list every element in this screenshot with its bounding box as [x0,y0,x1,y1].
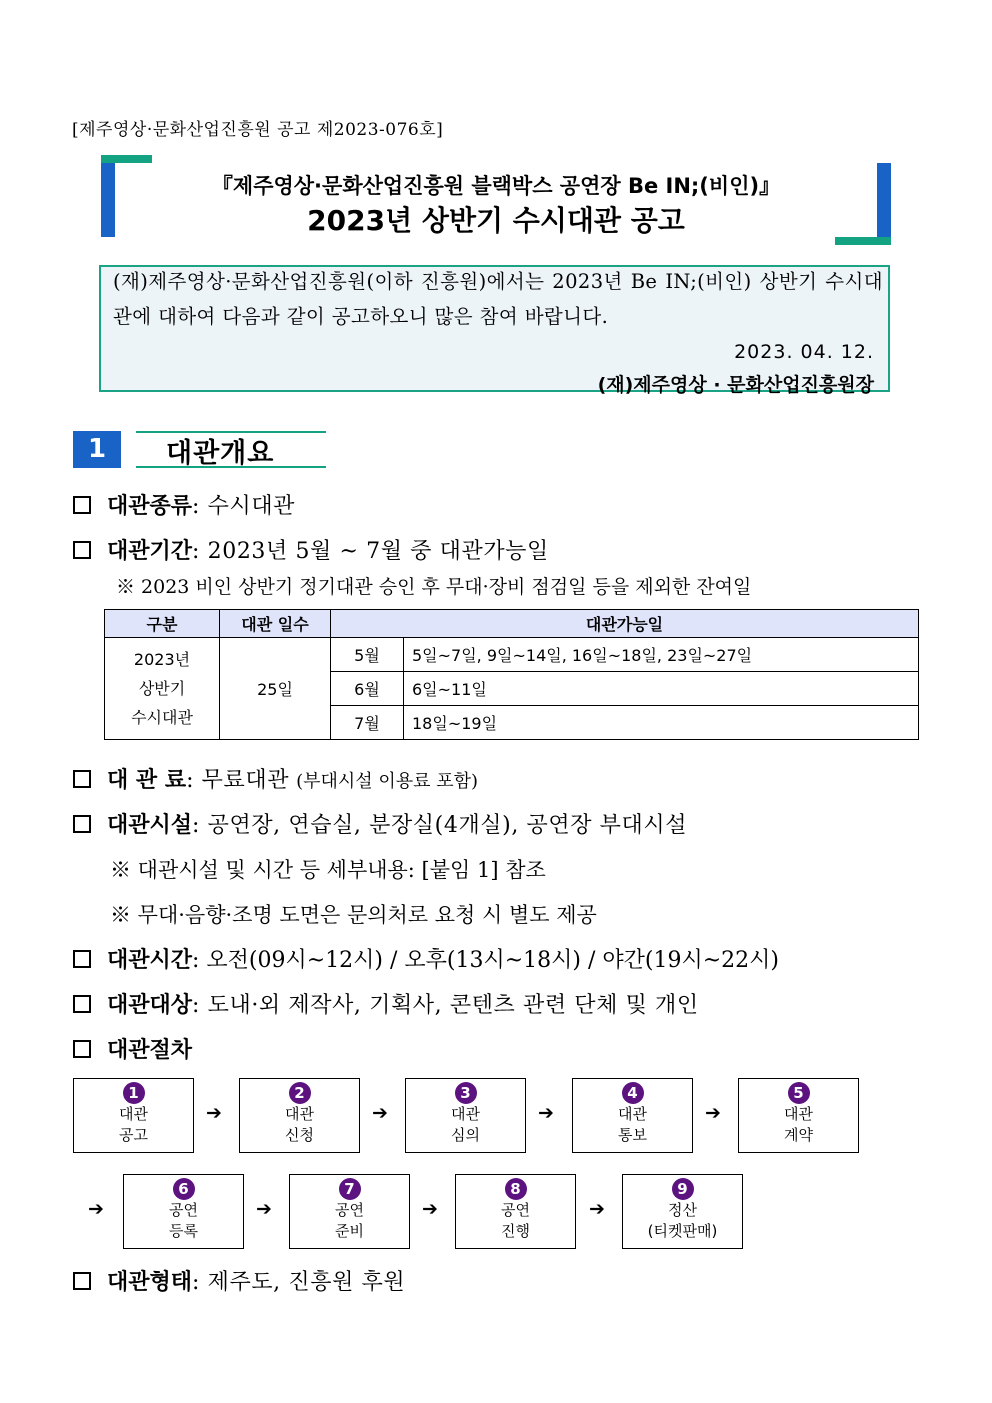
section-title: 대관개요 [166,438,275,469]
procedure-step [123,1174,244,1249]
step-number: 5 [788,1082,810,1104]
item-value: : 2023년 5월 ~ 7월 중 대관가능일 [192,539,549,564]
item-value: : 제주도, 진흥원 후원 [192,1270,406,1295]
item-value: : 도내·외 제작사, 기획사, 콘텐츠 관련 단체 및 개인 [192,993,699,1018]
step-label: 대관 [784,1105,813,1123]
step-label: 준비 [335,1222,364,1240]
table-row [105,638,919,672]
title-bracket-decor [101,155,152,163]
table-cell-month: 5월 [331,638,404,672]
right-arrow-icon: ➔ [372,1102,388,1124]
title-bracket-decor [101,163,115,237]
table-header: 구분 [105,610,220,638]
step-label: 대관 [119,1105,148,1123]
table-cell-days: 25일 [220,638,331,740]
table-cell-month: 7월 [331,706,404,740]
checkbox-icon [73,995,91,1013]
checkbox-icon [73,541,91,559]
step-label: 계약 [784,1126,813,1144]
table-cell-dates: 6일~11일 [404,672,919,706]
item-rental-time [73,943,779,974]
step-label: 등록 [169,1222,198,1240]
step-label: 대관 [451,1105,480,1123]
step-label: 심의 [451,1126,480,1144]
checkbox-icon [73,770,91,788]
step-label: (티켓판매) [647,1222,718,1240]
item-rental-form [73,1265,405,1296]
item-label: 대 관 료 [107,767,187,793]
right-arrow-icon: ➔ [422,1198,438,1220]
table-header: 대관가능일 [331,610,919,638]
right-arrow-icon: ➔ [88,1198,104,1220]
checkbox-icon [73,1272,91,1290]
step-number: 6 [173,1178,195,1200]
procedure-step [622,1174,743,1249]
item-label: 대관형태 [107,1269,193,1295]
step-label: 공연 [335,1201,364,1219]
schedule-table [104,609,919,740]
category-line: 상반기 [138,679,186,698]
facility-note: ※ 대관시설 및 시간 등 세부내용: [붙임 1] 참조 [110,858,546,882]
table-cell-dates: 18일~19일 [404,706,919,740]
table-cell-category [105,638,220,740]
item-rental-type [73,489,295,520]
step-label: 공고 [119,1126,148,1144]
step-label: 진행 [501,1222,530,1240]
procedure-step [455,1174,576,1249]
document-title: 2023년 상반기 수시대관 공고 [307,204,685,237]
step-number: 1 [123,1082,145,1104]
table-cell-dates: 5일~7일, 9일~14일, 16일~18일, 23일~27일 [404,638,919,672]
item-label: 대관대상 [107,992,193,1018]
step-number: 8 [505,1178,527,1200]
table-header: 대관 일수 [220,610,331,638]
intro-text: (재)제주영상·문화산업진흥원(이하 진흥원)에서는 2023년 Be IN;(비인) 상반기 수시대관에 대하여 다음과 같이 공고하오니 많은 참여 바랍니다. [113,270,883,328]
step-label: 대관 [618,1105,647,1123]
right-arrow-icon: ➔ [589,1198,605,1220]
item-label: 대관종류 [107,493,193,519]
section-number: 1 [73,431,121,468]
table-cell-month: 6월 [331,672,404,706]
procedure-step [289,1174,410,1249]
item-value: : 오전(09시~12시) / 오후(13시~18시) / 야간(19시~22시) [192,948,780,973]
right-arrow-icon: ➔ [538,1102,554,1124]
step-number: 7 [339,1178,361,1200]
right-arrow-icon: ➔ [256,1198,272,1220]
procedure-step [738,1078,859,1153]
procedure-step [239,1078,360,1153]
checkbox-icon [73,1040,91,1058]
step-label: 정산 [668,1201,697,1219]
item-rental-procedure [73,1033,192,1064]
item-rental-period [73,534,549,565]
step-number: 9 [672,1178,694,1200]
procedure-step [405,1078,526,1153]
document-subtitle: 『제주영상·문화산업진흥원 블랙박스 공연장 Be IN;(비인)』 [211,174,781,198]
step-number: 4 [622,1082,644,1104]
title-bracket-decor [877,163,891,237]
step-label: 통보 [618,1126,647,1144]
step-label: 공연 [169,1201,198,1219]
step-label: 신청 [285,1126,314,1144]
item-rental-target [73,988,699,1019]
procedure-step [572,1078,693,1153]
item-label: 대관시설 [107,812,193,838]
intro-date: 2023. 04. 12. [734,341,874,363]
item-value-extra: (부대시설 이용료 포함) [296,771,479,792]
item-value: : 무료대관 [186,768,290,793]
checkbox-icon [73,815,91,833]
item-label: 대관기간 [107,538,193,564]
category-line: 수시대관 [131,708,193,727]
item-rental-fee [73,763,478,794]
checkbox-icon [73,496,91,514]
procedure-step [73,1078,194,1153]
facility-note: ※ 무대·음향·조명 도면은 문의처로 요청 시 별도 제공 [110,903,597,927]
period-note: ※ 2023 비인 상반기 정기대관 승인 후 무대·장비 점검일 등을 제외한 잔여일 [116,576,752,598]
item-label: 대관절차 [107,1037,193,1063]
notice-number: [제주영상·문화산업진흥원 공고 제2023-076호] [72,120,444,140]
item-rental-facilities [73,808,687,839]
item-value: : 수시대관 [192,494,296,519]
intro-organization: (재)제주영상 · 문화산업진흥원장 [597,374,874,396]
step-number: 3 [455,1082,477,1104]
right-arrow-icon: ➔ [705,1102,721,1124]
right-arrow-icon: ➔ [206,1102,222,1124]
category-line: 2023년 [133,650,191,669]
step-label: 대관 [285,1105,314,1123]
checkbox-icon [73,950,91,968]
item-value: : 공연장, 연습실, 분장실(4개실), 공연장 부대시설 [192,813,688,838]
item-label: 대관시간 [107,947,193,973]
step-label: 공연 [501,1201,530,1219]
step-number: 2 [289,1082,311,1104]
